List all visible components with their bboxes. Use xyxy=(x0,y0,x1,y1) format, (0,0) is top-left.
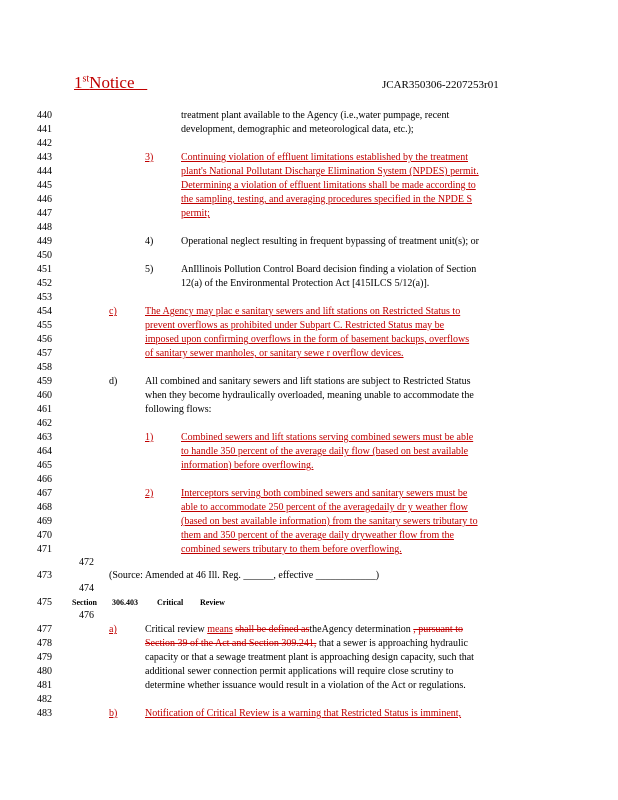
section-title-word: Critical xyxy=(157,598,184,607)
line-number: 443 xyxy=(37,152,52,163)
line-number: 452 xyxy=(37,278,52,289)
text-line-mixed: Section 39 of the Act and Section 309.241, that a sewer is approaching hydraulic xyxy=(145,638,468,649)
line-number: 458 xyxy=(37,362,52,373)
text-line-mixed: Critical review means shall be defined astheAgency determination , pursuant to xyxy=(145,624,463,635)
text-line: treatment plant available to the Agency (i.e.,water pumpage, recent xyxy=(181,110,450,121)
list-marker: 2) xyxy=(145,488,154,499)
list-marker: 5) xyxy=(145,264,154,275)
line-number: 465 xyxy=(37,460,52,471)
line-number: 442 xyxy=(37,138,52,149)
inserted-text-line: the sampling, testing, and averaging procedures specified in the NPDE S xyxy=(181,194,473,205)
line-number: 461 xyxy=(37,404,52,415)
line-number: 470 xyxy=(37,530,52,541)
list-marker: 1) xyxy=(145,432,154,443)
section-number: 306.403 xyxy=(112,598,138,607)
line-number: 474 xyxy=(79,583,94,594)
inserted-text-line: Combined sewers and lift stations serving combined sewers must be able xyxy=(181,432,474,443)
section-title-word: Review xyxy=(200,598,225,607)
line-number: 463 xyxy=(37,432,52,443)
line-number: 469 xyxy=(37,516,52,527)
line-number: 459 xyxy=(37,376,52,387)
inserted-text-line: Interceptors serving both combined sewers and sanitary sewers must be xyxy=(181,488,468,499)
line-number: 456 xyxy=(37,334,52,345)
inserted-text-line: able to accommodate 250 percent of the averagedaily dr y weather flow xyxy=(181,502,468,513)
line-number: 447 xyxy=(37,208,52,219)
line-number: 483 xyxy=(37,708,52,719)
text-line: additional sewer connection permit applications will require close scrutiny to xyxy=(145,666,454,677)
line-number: 482 xyxy=(37,694,52,705)
text-line: when they become hydraulically overloaded, meaning unable to accommodate the xyxy=(145,390,474,401)
line-number: 441 xyxy=(37,124,52,135)
inserted-text-line: to handle 350 percent of the average daily flow (based on best available xyxy=(181,446,469,457)
line-number: 468 xyxy=(37,502,52,513)
inserted-text-line: Continuing violation of effluent limitations established by the treatment xyxy=(181,152,468,163)
list-marker: 3) xyxy=(145,152,154,163)
line-number: 471 xyxy=(37,544,52,555)
inserted-text-line: Determining a violation of effluent limitations shall be made according to xyxy=(181,180,476,191)
text-line: 12(a) of the Environmental Protection Act [415ILCS 5/12(a)]. xyxy=(181,278,430,289)
line-number: 462 xyxy=(37,418,52,429)
list-marker: c) xyxy=(109,306,117,317)
list-marker: b) xyxy=(109,708,118,719)
inserted-text-line: permit; xyxy=(181,208,210,219)
line-number: 448 xyxy=(37,222,52,233)
inserted-text-line: Notification of Critical Review is a warning that Restricted Status is imminent, xyxy=(145,708,462,719)
line-number: 480 xyxy=(37,666,52,677)
line-number: 460 xyxy=(37,390,52,401)
inserted-text-line: combined sewers tributary to them before overflowing. xyxy=(181,544,402,555)
inserted-text-line: prevent overflows as prohibited under Subpart C. Restricted Status may be xyxy=(145,320,445,331)
text-line: Operational neglect resulting in frequent bypassing of treatment unit(s); or xyxy=(181,236,479,247)
line-number: 455 xyxy=(37,320,52,331)
line-number: 479 xyxy=(37,652,52,663)
inserted-text-line: information) before overflowing. xyxy=(181,460,314,471)
line-number: 457 xyxy=(37,348,52,359)
line-number: 449 xyxy=(37,236,52,247)
line-number: 473 xyxy=(37,570,52,581)
inserted-text-line: of sanitary sewer manholes, or sanitary sewe r overflow devices. xyxy=(145,348,404,359)
text-line: AnIllinois Pollution Control Board decision finding a violation of Section xyxy=(181,264,477,275)
line-number: 445 xyxy=(37,180,52,191)
text-line: determine whether issuance would result in a violation of the Act or regulations. xyxy=(145,680,466,691)
text-line: development, demographic and meteorological data, etc.); xyxy=(181,124,414,135)
source-note: (Source: Amended at 46 Ill. Reg. ______, effective ____________) xyxy=(109,570,380,581)
list-marker: 4) xyxy=(145,236,154,247)
inserted-text-line: The Agency may plac e sanitary sewers and lift stations on Restricted Status to xyxy=(145,306,461,317)
line-number: 454 xyxy=(37,306,52,317)
inserted-text-line: (based on best available information) from the sanitary sewers tributary to xyxy=(181,516,478,527)
line-number: 464 xyxy=(37,446,52,457)
notice-heading: 1stNotice xyxy=(74,73,135,92)
inserted-text-line: them and 350 percent of the average daily dryweather flow from the xyxy=(181,530,454,541)
line-number: 478 xyxy=(37,638,52,649)
inserted-text-line: plant's National Pollutant Discharge Elimination System (NPDES) permit. xyxy=(181,166,479,177)
line-number: 472 xyxy=(79,557,94,568)
line-number: 477 xyxy=(37,624,52,635)
line-number: 450 xyxy=(37,250,52,261)
line-number: 475 xyxy=(37,597,52,608)
list-marker: a) xyxy=(109,624,117,635)
line-number: 481 xyxy=(37,680,52,691)
text-line: following flows: xyxy=(145,404,212,415)
list-marker: d) xyxy=(109,376,118,387)
line-number: 451 xyxy=(37,264,52,275)
line-number: 444 xyxy=(37,166,52,177)
document-code: JCAR350306-2207253r01 xyxy=(382,79,499,91)
line-number: 476 xyxy=(79,610,94,621)
line-number: 453 xyxy=(37,292,52,303)
line-number: 440 xyxy=(37,110,52,121)
inserted-text-line: imposed upon confirming overflows in the form of basement backups, overflows xyxy=(145,334,470,345)
line-number: 446 xyxy=(37,194,52,205)
line-number: 467 xyxy=(37,488,52,499)
text-line: All combined and sanitary sewers and lift stations are subject to Restricted Status xyxy=(145,376,471,387)
text-line: capacity or that a sewage treatment plant is approaching design capacity, such that xyxy=(145,652,474,663)
line-number: 466 xyxy=(37,474,52,485)
section-label: Section xyxy=(72,598,97,607)
